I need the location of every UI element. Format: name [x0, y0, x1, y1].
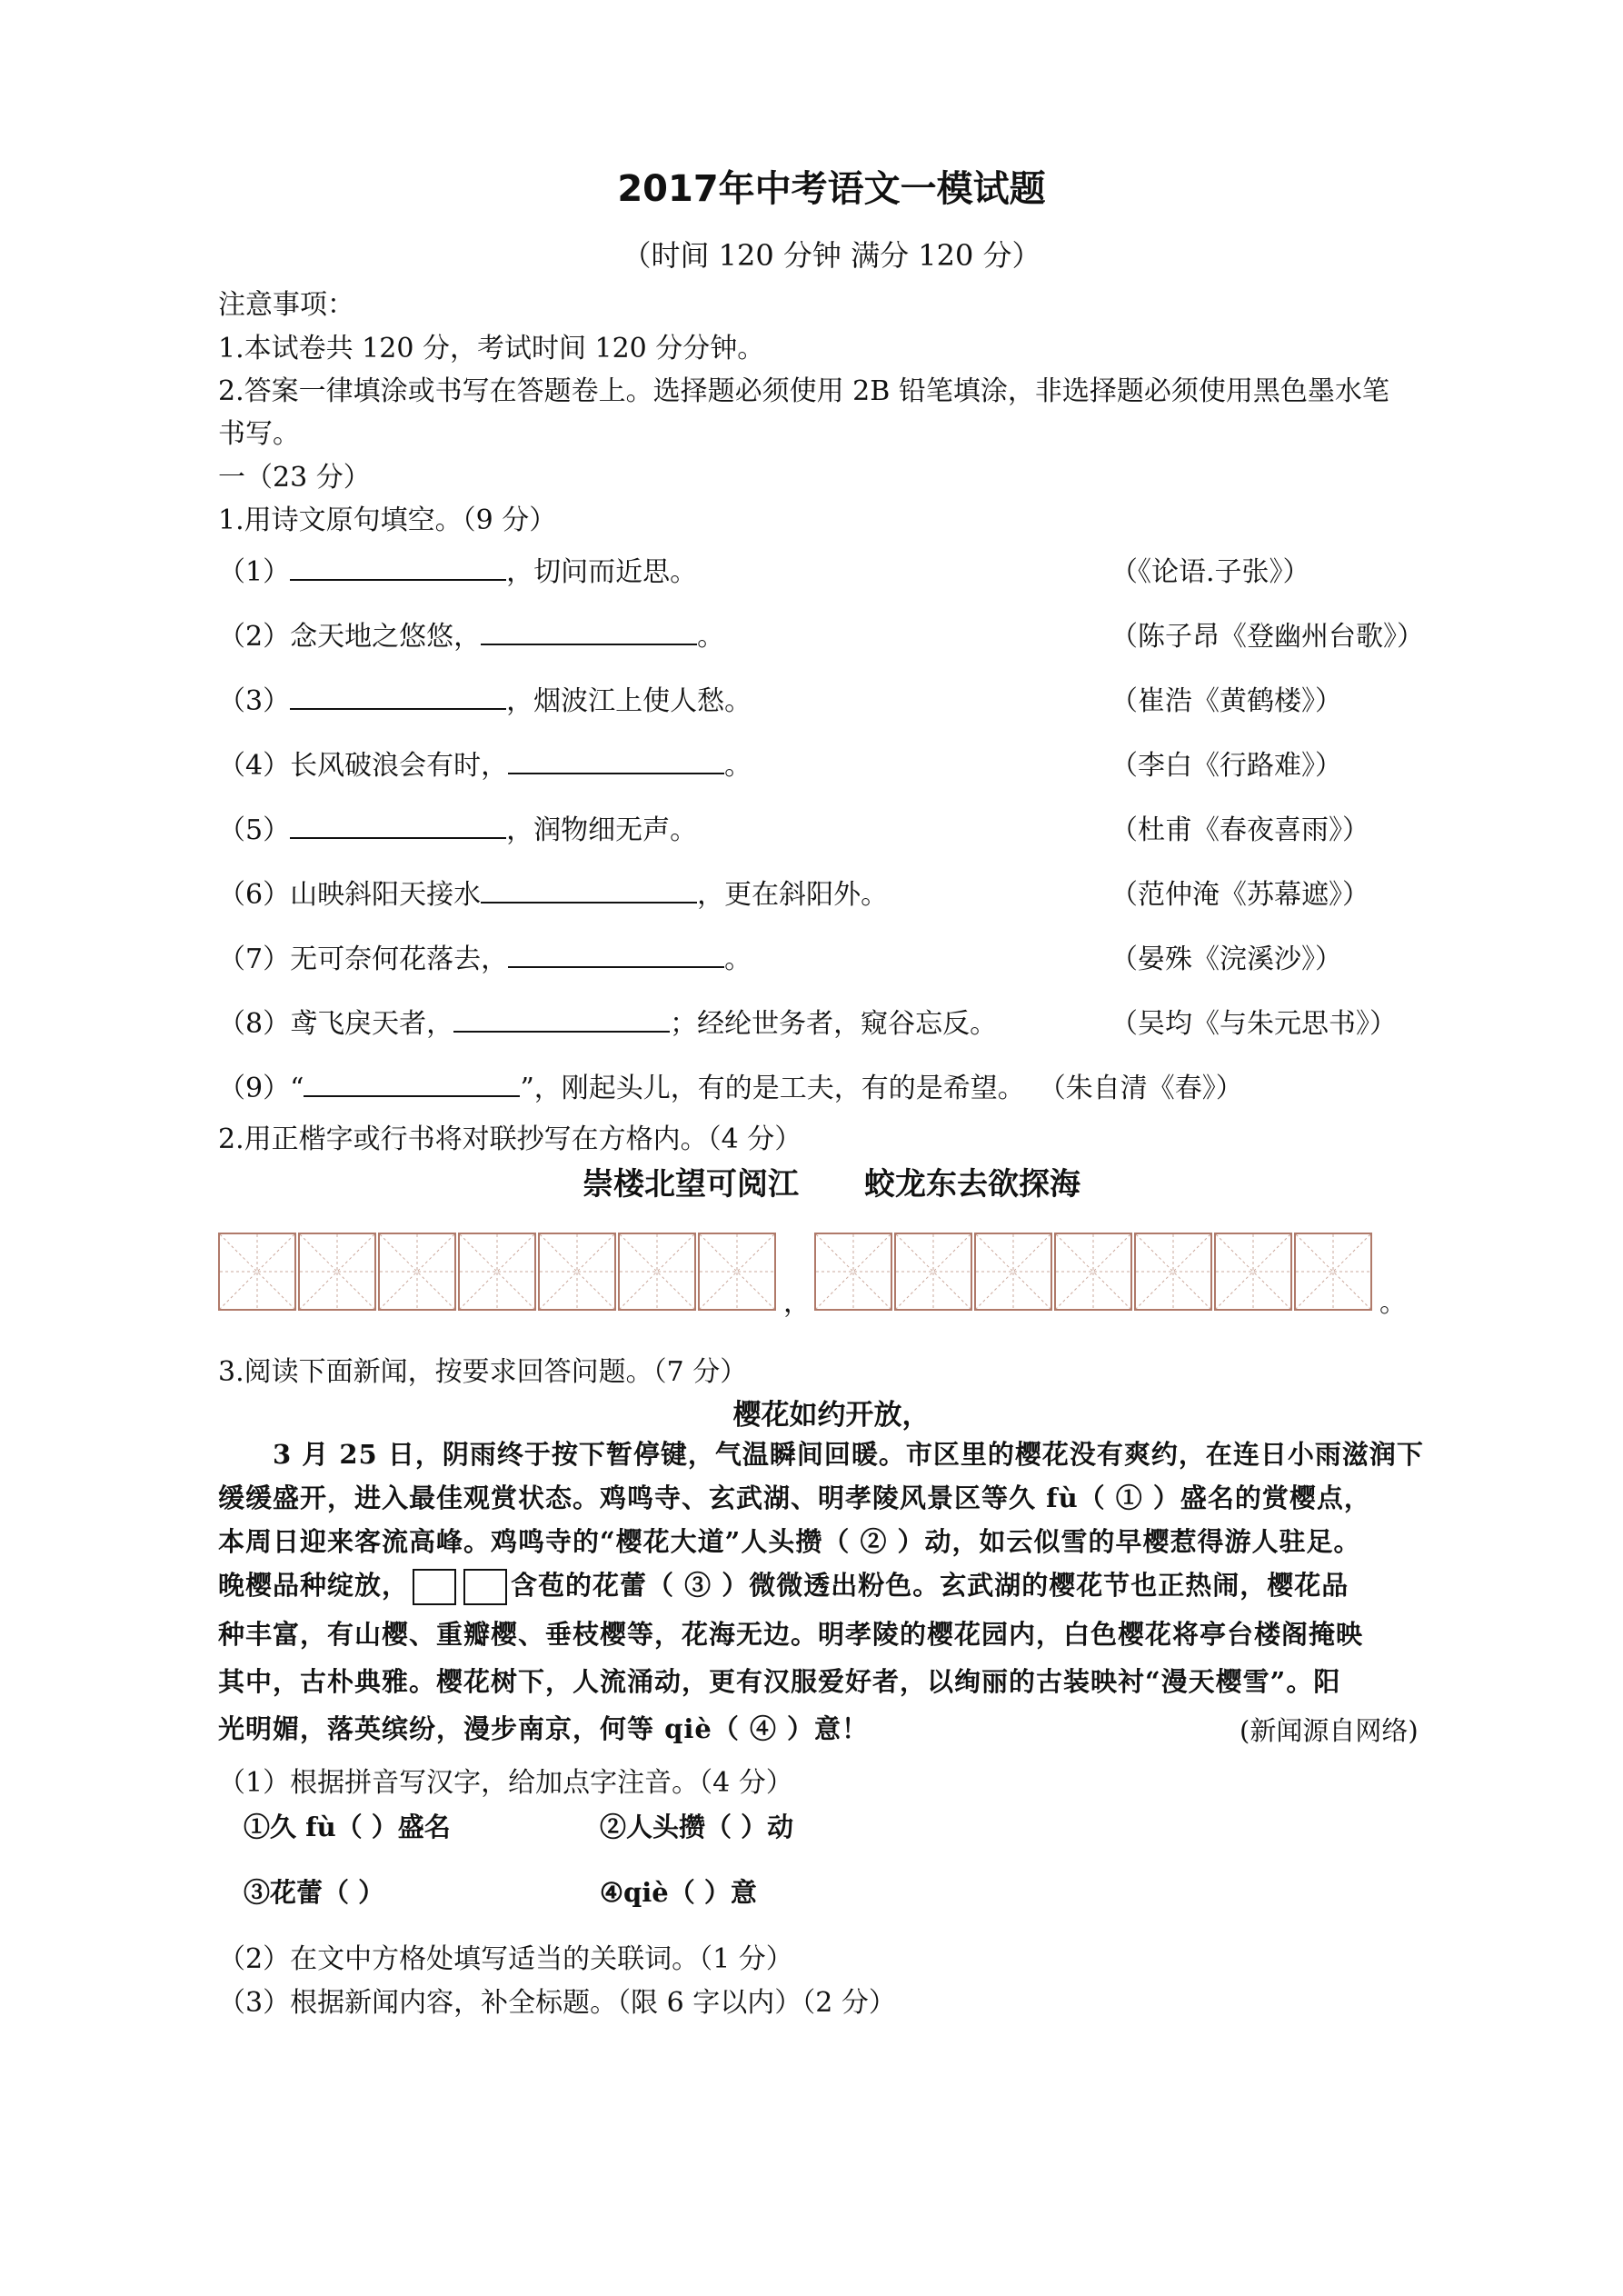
poem-source-1: （《论语.子张》） [1110, 556, 1310, 588]
poem-source-2: （陈子昂《登幽州台歌》） [1110, 621, 1424, 653]
news-source: (新闻源自网络) [1240, 1715, 1419, 1746]
conjunction-box[interactable] [413, 1569, 456, 1605]
poem-num: （9） [218, 1073, 291, 1104]
poem-before: 山映斜阳天接水 [290, 879, 482, 911]
poem-line-9 [218, 1065, 1243, 1105]
q3-prompt: 3.阅读下面新闻，按要求回答问题。（7 分） [218, 1356, 748, 1388]
poem-after: ，切问而近思。 [506, 556, 698, 588]
poem-after: ，润物细无声。 [506, 814, 698, 846]
answer-blank[interactable] [453, 1005, 670, 1033]
poem-line-8 [218, 1001, 997, 1041]
q1-prompt: 1.用诗文原句填空。（9 分） [218, 504, 557, 536]
writing-cell[interactable] [974, 1233, 1052, 1311]
writing-cell[interactable] [458, 1233, 536, 1311]
poem-num: （7） [218, 943, 291, 975]
poem-source-3: （崔浩《黄鹤楼》） [1110, 685, 1342, 717]
q3-sub1-b[interactable]: ②人头攒（ ）动 [600, 1812, 794, 1842]
poem-line-3 [218, 678, 752, 718]
answer-blank[interactable] [481, 876, 697, 903]
poem-line-6 [218, 872, 888, 912]
poem-num: （5） [218, 814, 291, 846]
news-line: 其中，古朴典雅。樱花树下，人流涌动，更有汉服爱好者，以绚丽的古装映衬“漫天樱雪”。阳 [218, 1666, 1341, 1697]
news-title: 樱花如约开放， [732, 1399, 931, 1432]
writing-grid-left [218, 1233, 778, 1311]
poem-line-2 [218, 614, 724, 654]
section-heading: 一（23 分） [218, 462, 371, 494]
answer-blank[interactable] [481, 618, 697, 645]
poem-source-7: （晏殊《浣溪沙》） [1110, 943, 1342, 975]
grid-period: 。 [1379, 1287, 1407, 1319]
q3-sub1-c[interactable]: ③花蕾（ ） [244, 1877, 385, 1908]
answer-blank[interactable] [290, 812, 506, 839]
couplet [218, 1159, 1445, 1203]
page-title: 2017年中考语文一模试题 [617, 168, 1046, 210]
writing-cell[interactable] [1054, 1233, 1132, 1311]
poem-num: （1） [218, 556, 291, 588]
notice-item-1: 1.本试卷共 120 分，考试时间 120 分分钟。 [218, 333, 765, 364]
news-line: 3 月 25 日，阴雨终于按下暂停键，气温瞬间回暖。市区里的樱花没有爽约，在连日小雨滋润下 [273, 1439, 1424, 1470]
poem-source-6: （范仲淹《苏幕遮》） [1110, 879, 1369, 911]
poem-before: 长风破浪会有时， [290, 750, 509, 782]
writing-cell[interactable] [218, 1233, 296, 1311]
poem-after: 。 [697, 621, 725, 653]
writing-cell[interactable] [1214, 1233, 1292, 1311]
poem-source-4: （李白《行路难》） [1110, 750, 1342, 782]
notice-item-2-cont: 书写。 [218, 418, 300, 450]
writing-cell[interactable] [298, 1233, 376, 1311]
poem-line-7 [218, 936, 752, 976]
answer-blank[interactable] [508, 747, 724, 774]
poem-before: 鸢飞戾天者， [290, 1008, 454, 1040]
couplet-right: 蛟龙东去欲探海 [864, 1166, 1080, 1203]
writing-cell[interactable] [894, 1233, 972, 1311]
news-line: 光明媚，落英缤纷，漫步南京，何等 qiè（ ④ ）意！ [218, 1713, 870, 1744]
answer-blank[interactable] [508, 941, 724, 968]
poem-num: （3） [218, 685, 291, 717]
writing-cell[interactable] [618, 1233, 696, 1311]
poem-source-8: （吴均《与朱元思书》） [1110, 1008, 1397, 1040]
answer-blank[interactable] [290, 554, 506, 581]
news-line: 本周日迎来客流高峰。鸡鸣寺的“樱花大道”人头攒（ ② ）动，如云似雪的早樱惹得游人驻足。 [218, 1526, 1361, 1557]
poem-line-5 [218, 807, 697, 847]
writing-cell[interactable] [1294, 1233, 1372, 1311]
answer-blank[interactable] [290, 683, 506, 710]
writing-cell[interactable] [378, 1233, 456, 1311]
poem-line-1 [218, 549, 697, 589]
poem-after: ，烟波江上使人愁。 [506, 685, 752, 717]
answer-blank[interactable] [304, 1070, 520, 1097]
news-line: 种丰富，有山樱、重瓣樱、垂枝樱等，花海无边。明孝陵的樱花园内，白色樱花将亭台楼阁掩映 [218, 1619, 1364, 1650]
writing-cell[interactable] [814, 1233, 892, 1311]
page-subtitle: （时间 120 分钟 满分 120 分） [622, 238, 1041, 273]
notice-item-2: 2.答案一律填涂或书写在答题卷上。选择题必须使用 2B 铅笔填涂，非选择题必须使用黑色墨水笔 [218, 375, 1389, 407]
writing-cell[interactable] [538, 1233, 616, 1311]
notice-heading: 注意事项： [218, 289, 354, 321]
news-line-part: 晚樱品种绽放， [218, 1570, 410, 1601]
news-line-part: 含苞的花蕾（ ③ ）微微透出粉色。玄武湖的樱花节也正热闹，樱花品 [511, 1570, 1349, 1601]
writing-grid-right [814, 1233, 1374, 1311]
poem-open-quote: “ [290, 1073, 304, 1104]
poem-num: （6） [218, 879, 291, 911]
news-line: 缓缓盛开，进入最佳观赏状态。鸡鸣寺、玄武湖、明孝陵风景区等久 fù（ ① ）盛名的赏樱点， [218, 1482, 1371, 1513]
poem-line-4 [218, 743, 752, 783]
news-line-with-boxes [218, 1565, 1436, 1605]
poem-before: 念天地之悠悠， [290, 621, 482, 653]
exam-page [218, 0, 1445, 2296]
poem-after: 。 [724, 750, 752, 782]
poem-before: 无可奈何花落去， [290, 943, 509, 975]
poem-after: 。 [724, 943, 752, 975]
poem-after: ；经纶世务者，窥谷忘反。 [670, 1008, 998, 1040]
poem-num: （4） [218, 750, 291, 782]
q2-prompt: 2.用正楷字或行书将对联抄写在方格内。（4 分） [218, 1123, 802, 1155]
q3-sub3: （3）根据新闻内容，补全标题。（限 6 字以内）（2 分） [218, 1987, 896, 2019]
poem-after: ，更在斜阳外。 [697, 879, 889, 911]
conjunction-box[interactable] [463, 1569, 507, 1605]
poem-num: （8） [218, 1008, 291, 1040]
poem-source-5: （杜甫《春夜喜雨》） [1110, 814, 1369, 846]
q3-sub1-a[interactable]: ①久 fù（ ）盛名 [244, 1812, 451, 1842]
poem-after: ”，刚起头儿，有的是工夫，有的是希望。 [520, 1073, 1025, 1104]
q3-sub1-d[interactable]: ④qiè（ ）意 [600, 1877, 757, 1908]
q3-sub2: （2）在文中方格处填写适当的关联词。（1 分） [218, 1943, 793, 1975]
grid-comma: ， [783, 1287, 811, 1319]
writing-cell[interactable] [1134, 1233, 1212, 1311]
poem-source-9: （朱自清《春》） [1051, 1073, 1243, 1104]
q3-sub1: （1）根据拼音写汉字，给加点字注音。（4 分） [218, 1767, 793, 1799]
couplet-left: 崇楼北望可阅江 [582, 1166, 799, 1203]
writing-cell[interactable] [698, 1233, 776, 1311]
poem-num: （2） [218, 621, 291, 653]
